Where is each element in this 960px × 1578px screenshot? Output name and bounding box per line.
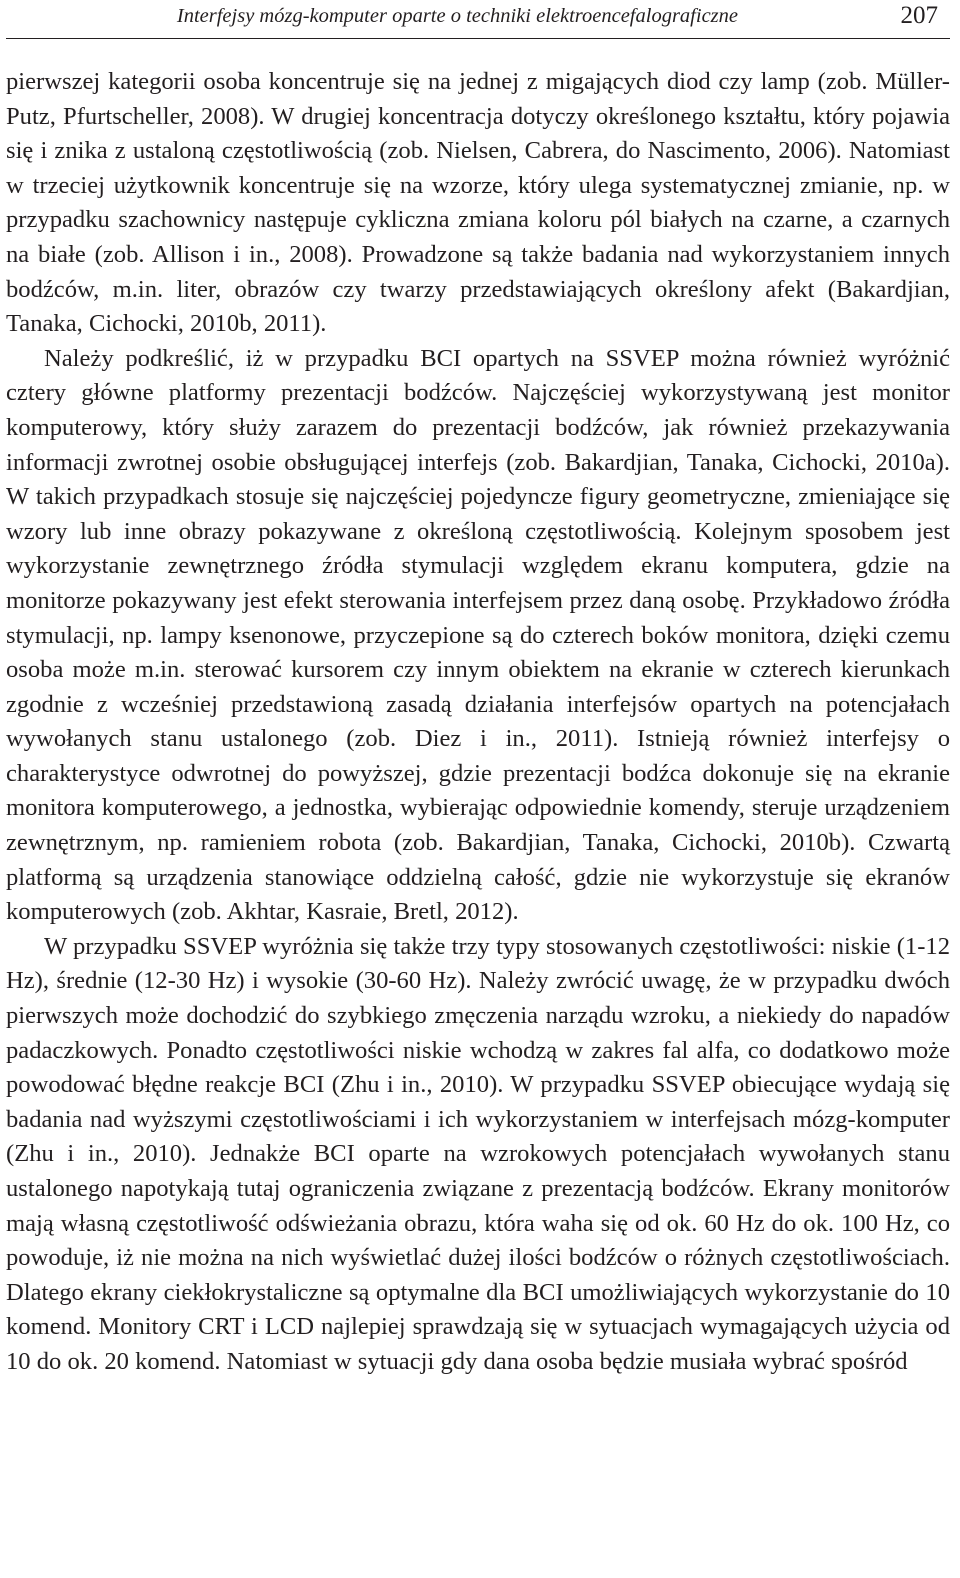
paragraph-1: pierwszej kategorii osoba koncentruje się na jednej z migających diod czy lamp (zob. Müller-Putz, Pfurtscheller, 2008). W drugiej koncentracja dotyczy określonego kształtu, który pojawia się i znika z ustaloną częstotliwością (zob. Nielsen, Cabrera, do Nascimento, 2006). Natomiast w trzeciej użytkownik koncentruje się na wzorze, który ulega systematycznej zmianie, np. w przypadku szachownicy następuje cykliczna zmiana koloru pól białych na czarne, a czarnych na białe (zob. Allison i in., 2008). Prowadzone są także badania nad wykorzystaniem innych bodźców, m.in. liter, obrazów czy twarzy przedstawiających określony afekt (Bakardjian, Tanaka, Cichocki, 2010b, 2011). [6,68,950,338]
running-title: Interfejsy mózg-komputer oparte o techniki elektroencefalograficzne [176,5,738,27]
page-number: 207 [900,2,938,29]
running-header [6,0,950,39]
paragraph-3: W przypadku SSVEP wyróżnia się także trzy typy stosowanych częstotliwości: niskie (1-12 Hz), średnie (12-30 Hz) i wysokie (30-60 Hz). Należy zwrócić uwagę, że w przypadku dwóch pierwszych może dochodzić do szybkiego zmęczenia narządu wzroku, a niekiedy do napadów padaczkowych. Ponadto częstotliwości niskie wchodzą w zakres fal alfa, co dodatkowo może powodować błędne reakcje BCI (Zhu i in., 2010). W przypadku SSVEP obiecujące wydają się badania nad wyższymi częstotliwościami i ich wykorzystaniem w interfejsach mózg-komputer (Zhu i in., 2010). Jednakże BCI oparte na wzrokowych potencjałach wywołanych stanu ustalonego napotykają tutaj ograniczenia związane z prezentacją bodźców. Ekrany monitorów mają własną częstotliwość odświeżania obrazu, która waha się od ok. 60 Hz do ok. 100 Hz, co powoduje, iż nie można na nich wyświetlać dużej ilości bodźców o różnych częstotliwościach. Dlatego ekrany ciekłokrystaliczne są optymalne dla BCI umożliwiających wykorzystanie do 10 komend. Monitory CRT i LCD najlepiej sprawdzają się w sytuacjach wymagających użycia od 10 do ok. 20 komend. Natomiast w sytuacji gdy dana osoba będzie musiała wybrać spośród [6,932,950,1375]
paragraph-2: Należy podkreślić, iż w przypadku BCI opartych na SSVEP można również wyróżnić cztery główne platformy prezentacji bodźców. Najczęściej wykorzystywaną jest monitor komputerowy, który służy zarazem do prezentacji bodźców, jak również przekazywania informacji zwrotnej osobie obsługującej interfejs (zob. Bakardjian, Tanaka, Cichocki, 2010a). W takich przypadkach stosuje się najczęściej pojedyncze figury geometryczne, zmieniające się wzory lub inne obrazy pokazywane z określoną częstotliwością. Kolejnym sposobem jest wykorzystanie zewnętrznego źródła stymulacji względem ekranu komputera, gdzie na monitorze pokazywany jest efekt sterowania interfejsem przez daną osobę. Przykładowo źródła stymulacji, np. lampy ksenonowe, przyczepione są do czterech boków monitora, dzięki czemu osoba może m.in. sterować kursorem czy innym obiektem na ekranie w czterech kierunkach zgodnie z wcześniej przedstawioną zasadą działania interfejsów opartych na potencjałach wywołanych stanu ustalonego (zob. Diez i in., 2011). Istnieją również interfejsy o charakterystyce odwrotnej do powyższej, gdzie prezentacji bodźca dokonuje się na ekranie monitora komputerowego, a jednostka, wybierając odpowiednie komendy, steruje urządzeniem zewnętrznym, np. ramieniem robota (zob. Bakardjian, Tanaka, Cichocki, 2010b). Czwartą platformą są urządzenia stanowiące oddzielną całość, gdzie nie wykorzystuje się ekranów komputerowych (zob. Akhtar, Kasraie, Bretl, 2012). [6,344,950,926]
body-text [6,65,950,1380]
